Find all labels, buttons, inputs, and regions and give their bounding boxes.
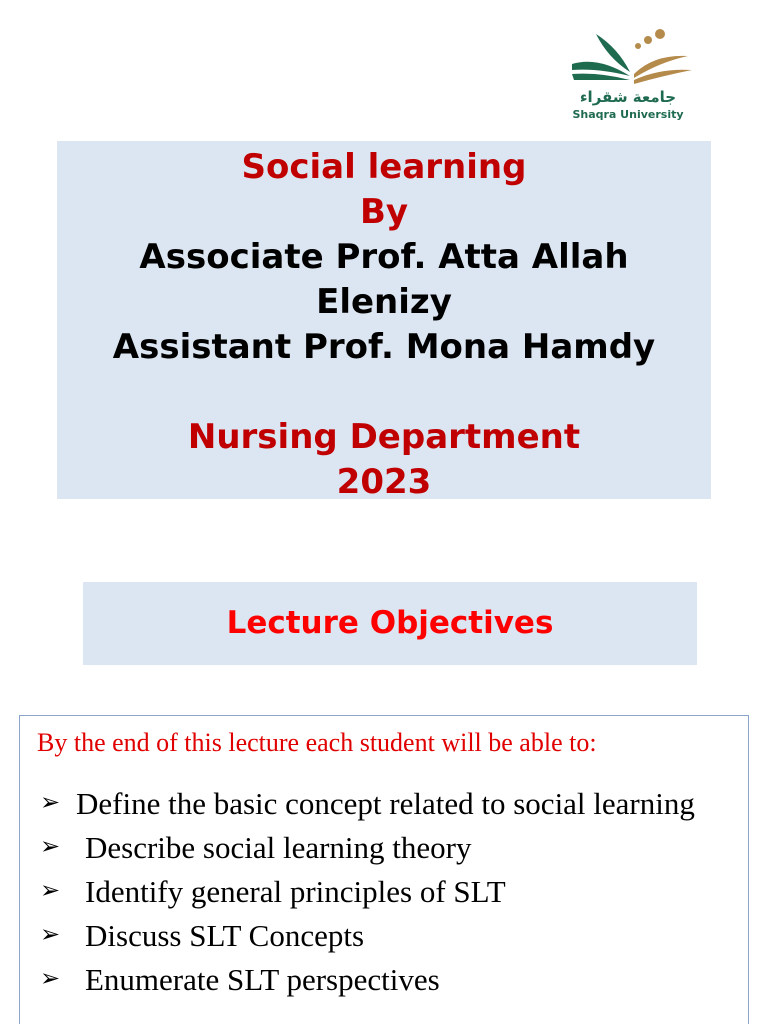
logo-arabic-text: جامعة شقراء: [579, 88, 677, 106]
author-1-line-2: Elenizy: [316, 282, 452, 322]
arrow-bullet-icon: ➢: [40, 920, 61, 948]
list-item: [20, 826, 749, 870]
list-item-text: Describe social learning theory: [85, 830, 472, 865]
department-name: Nursing Department: [187, 417, 581, 457]
arrow-bullet-icon: ➢: [40, 876, 61, 904]
author-1-line-1: Associate Prof. Atta Allah: [139, 237, 629, 277]
list-item: [20, 870, 749, 914]
lecture-title: Social learning: [241, 147, 527, 187]
arrow-bullet-icon: ➢: [40, 788, 61, 816]
spacer: [57, 370, 711, 415]
objectives-header: Lecture Objectives: [83, 582, 697, 665]
objectives-content: [19, 715, 749, 1024]
intro-text: By the end of this lecture each student will be able to:: [37, 728, 597, 757]
author-2: Assistant Prof. Mona Hamdy: [112, 327, 656, 367]
arrow-bullet-icon: ➢: [40, 832, 61, 860]
list-item-text: Identify general principles of SLT: [85, 874, 506, 909]
list-item-text: Discuss SLT Concepts: [85, 918, 365, 953]
year: 2023: [336, 462, 432, 502]
title-box: [57, 141, 711, 502]
by-label: By: [359, 192, 409, 232]
list-item: [20, 782, 749, 826]
list-item: [20, 958, 749, 1002]
arrow-bullet-icon: ➢: [40, 964, 61, 992]
list-item: [20, 914, 749, 958]
objectives-list: [20, 782, 749, 1002]
list-item-text: Enumerate SLT perspectives: [85, 962, 440, 997]
logo-english-text: Shaqra University: [572, 108, 684, 121]
list-item-text: Define the basic concept related to social learning: [76, 786, 695, 821]
open-book-icon: [568, 28, 696, 88]
shaqra-university-logo: [568, 28, 696, 124]
